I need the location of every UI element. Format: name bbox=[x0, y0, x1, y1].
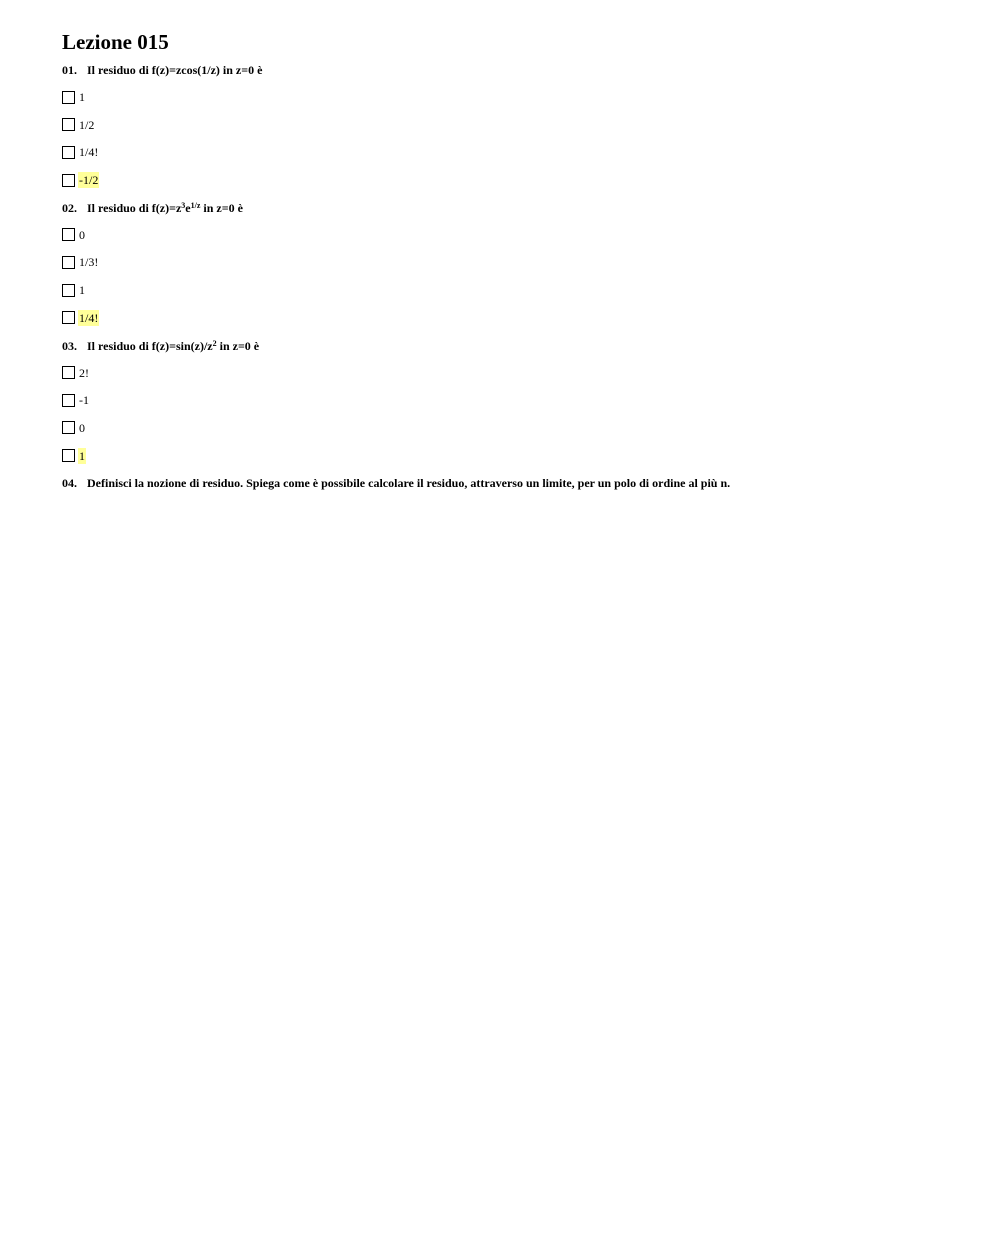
answer-option[interactable] bbox=[62, 227, 962, 243]
question-prompt-end: in z=0 è bbox=[200, 200, 243, 215]
answer-option[interactable] bbox=[62, 365, 962, 381]
option-label: -1 bbox=[79, 393, 89, 408]
checkbox[interactable] bbox=[62, 366, 75, 379]
option-label: 1/4! bbox=[79, 145, 99, 160]
checkbox[interactable] bbox=[62, 118, 75, 131]
checkbox[interactable] bbox=[62, 449, 75, 462]
answer-option[interactable] bbox=[62, 144, 962, 160]
option-label: 0 bbox=[79, 420, 85, 435]
question-text bbox=[62, 475, 962, 491]
question-prompt-start: Il residuo di f(z)=z bbox=[87, 200, 182, 215]
question-number: 02. bbox=[62, 200, 77, 215]
checkbox[interactable] bbox=[62, 91, 75, 104]
question-number: 01. bbox=[62, 63, 77, 77]
question-prompt: Definisci la nozione di residuo. Spiega come è possibile calcolare il residuo, attraverso un limite, per un polo di ordine al più n. bbox=[87, 476, 731, 491]
question-prompt: Il residuo di f(z)=zcos(1/z) in z=0 è bbox=[87, 63, 263, 77]
answer-option[interactable] bbox=[62, 310, 962, 326]
answer-option[interactable] bbox=[62, 282, 962, 298]
question-04 bbox=[62, 475, 962, 491]
checkbox[interactable] bbox=[62, 311, 75, 324]
checkbox[interactable] bbox=[62, 146, 75, 159]
answer-option[interactable] bbox=[62, 448, 962, 464]
option-label-highlighted: 1/4! bbox=[79, 310, 99, 325]
checkbox[interactable] bbox=[62, 174, 75, 187]
question-text bbox=[62, 200, 962, 216]
option-label: 1 bbox=[79, 90, 85, 104]
checkbox[interactable] bbox=[62, 284, 75, 297]
option-label: 1/2 bbox=[79, 117, 95, 132]
answer-options bbox=[62, 89, 962, 188]
question-03 bbox=[62, 338, 962, 464]
answer-option[interactable] bbox=[62, 172, 962, 188]
question-number: 04. bbox=[62, 476, 77, 491]
question-prompt-start: Il residuo di f(z)=sin(z)/z bbox=[87, 338, 213, 353]
option-label-highlighted: 1 bbox=[79, 448, 85, 463]
question-text bbox=[62, 338, 962, 354]
checkbox[interactable] bbox=[62, 228, 75, 241]
question-prompt-mid: e bbox=[185, 200, 191, 215]
option-label: 1 bbox=[79, 283, 85, 298]
question-text bbox=[62, 62, 962, 78]
answer-options bbox=[62, 365, 962, 464]
question-prompt-end: in z=0 è bbox=[216, 338, 260, 353]
option-label: 0 bbox=[79, 227, 85, 242]
option-label: 2! bbox=[79, 365, 89, 380]
checkbox[interactable] bbox=[62, 421, 75, 434]
exponent: 3 bbox=[181, 200, 186, 210]
answer-option[interactable] bbox=[62, 254, 962, 270]
question-01 bbox=[62, 62, 962, 188]
answer-option[interactable] bbox=[62, 89, 962, 105]
exponent: 1/z bbox=[190, 200, 201, 210]
question-number: 03. bbox=[62, 338, 77, 353]
question-02 bbox=[62, 200, 962, 326]
option-label-highlighted: -1/2 bbox=[79, 173, 99, 188]
answer-option[interactable] bbox=[62, 420, 962, 436]
document-page bbox=[62, 30, 962, 491]
page-title: Lezione 015 bbox=[62, 30, 169, 54]
answer-option[interactable] bbox=[62, 392, 962, 408]
exponent: 2 bbox=[212, 338, 217, 348]
answer-options bbox=[62, 227, 962, 326]
option-label: 1/3! bbox=[79, 255, 99, 270]
answer-option[interactable] bbox=[62, 117, 962, 133]
checkbox[interactable] bbox=[62, 394, 75, 407]
checkbox[interactable] bbox=[62, 256, 75, 269]
